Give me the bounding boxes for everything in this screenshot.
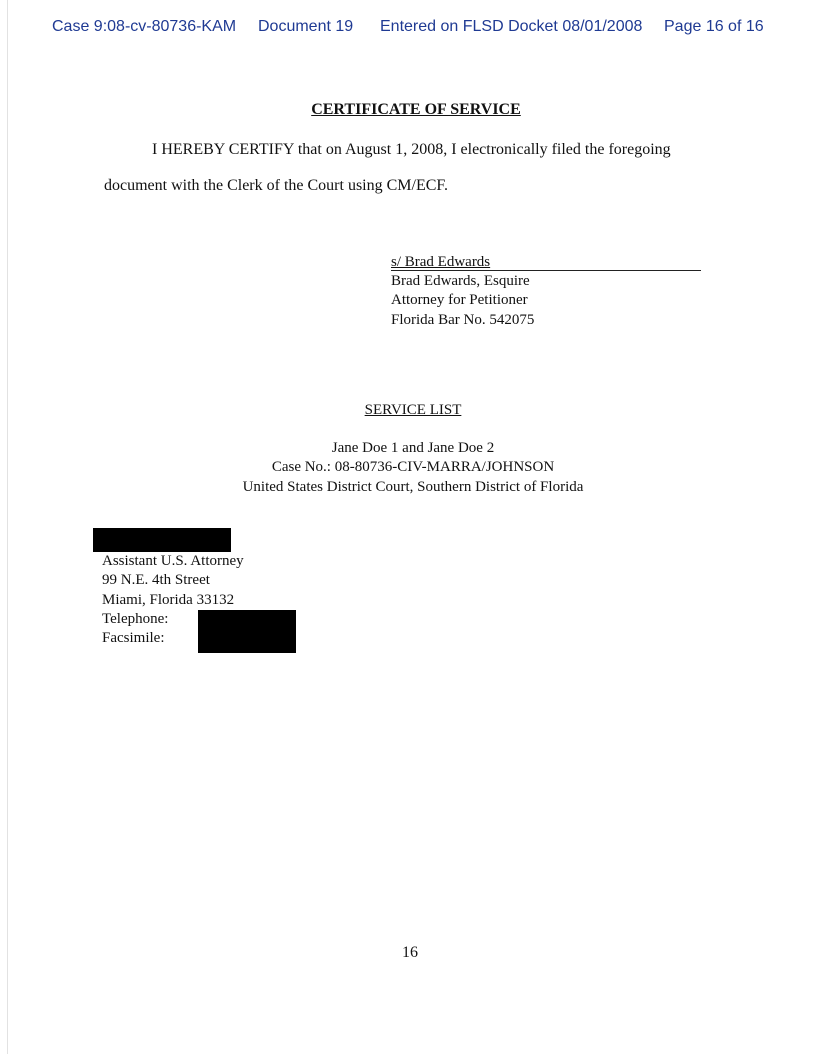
certificate-title: CERTIFICATE OF SERVICE	[311, 101, 521, 118]
signer-bar-number: Florida Bar No. 542075	[391, 312, 535, 328]
certificate-line-2: document with the Clerk of the Court using CM/ECF.	[104, 177, 449, 194]
redaction-box	[198, 610, 296, 653]
recipient-title: Assistant U.S. Attorney	[102, 553, 244, 569]
page-indicator: Page 16 of 16	[664, 18, 764, 35]
certificate-line-1: I HEREBY CERTIFY that on August 1, 2008, I electronically filed the foregoing	[152, 141, 671, 158]
recipient-city: Miami, Florida 33132	[102, 592, 235, 608]
docket-header	[0, 18, 816, 40]
page-number: 16	[402, 944, 418, 961]
signer-name: Brad Edwards, Esquire	[391, 273, 530, 289]
redaction-box	[93, 528, 231, 552]
document-number: Document 19	[258, 18, 354, 35]
docket-entry: Entered on FLSD Docket 08/01/2008	[380, 18, 643, 35]
signature: s/ Brad Edwards	[391, 254, 491, 270]
telephone-label: Telephone:	[102, 611, 169, 627]
case-number: Case 9:08-cv-80736-KAM	[52, 18, 237, 35]
service-court: United States District Court, Southern District of Florida	[242, 479, 584, 495]
service-parties: Jane Doe 1 and Jane Doe 2	[331, 440, 495, 456]
recipient-street: 99 N.E. 4th Street	[102, 572, 210, 588]
service-case-number: Case No.: 08-80736-CIV-MARRA/JOHNSON	[271, 459, 555, 475]
page-edge	[7, 0, 8, 1054]
service-list-title: SERVICE LIST	[364, 402, 462, 418]
signer-role: Attorney for Petitioner	[391, 292, 528, 308]
facsimile-label: Facsimile:	[102, 630, 165, 646]
